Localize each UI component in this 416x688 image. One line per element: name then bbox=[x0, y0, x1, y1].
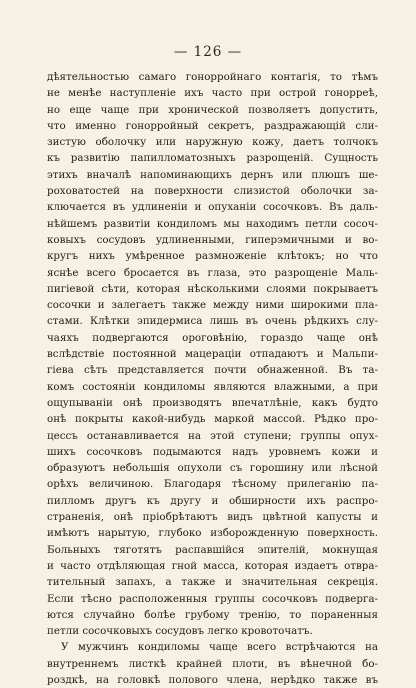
text-line: пилломъ другъ къ другу и обширности ихъ распро- bbox=[47, 494, 378, 507]
text-line: роздкѣ, на головкѣ полового члена, нерѣдко также въ bbox=[47, 673, 378, 686]
text-line: чаяхъ подвергаются ороговѣнію, гораздо чаще онѣ bbox=[47, 331, 378, 344]
text-line: цессъ останавливается на этой ступени; группы опух- bbox=[47, 429, 378, 442]
text-line: гіева сѣть представляется почти обнаженной. Въ та- bbox=[47, 364, 378, 377]
text-line: вслѣдствіе постоянной мацераціи отпадаютъ и Мальпи- bbox=[47, 348, 378, 361]
text-line: орѣхъ величиною. Благодаря тѣсному прилеганію па- bbox=[47, 478, 378, 491]
text-line: ковыхъ сосудовъ удлиненными, гиперэмичными и во- bbox=[47, 233, 378, 246]
text-line: тительный запахъ, а также и значительная секреція. bbox=[47, 576, 378, 589]
text-line: не менѣе наступленіе ихъ часто при острой гонорреѣ, bbox=[47, 87, 378, 100]
text-line: сосочки и залегаетъ также между ними широкими пла- bbox=[47, 299, 378, 312]
text-line: онѣ покрыты какой-нибудь маркой массой. Рѣдко про- bbox=[47, 413, 378, 426]
paragraph-end-line: петли сосочковыхъ сосудовъ легко кровоточатъ. bbox=[47, 625, 313, 638]
text-line: образуютъ небольшія опухоли съ горошину или лѣсной bbox=[47, 462, 378, 475]
text-line: пигіевой сѣти, которая нѣсколькими слоями покрываетъ bbox=[47, 282, 378, 295]
text-line: нѣйшемъ развитіи кондиломъ мы находимъ петли сосоч- bbox=[47, 217, 378, 230]
text-line: что именно гонорройный секретъ, раздражающій сли- bbox=[47, 119, 378, 132]
text-line: роховатостей на поверхности слизистой оболочки за- bbox=[47, 185, 378, 198]
text-line: Если тѣсно расположенныя группы сосочковъ подверга- bbox=[47, 592, 378, 605]
body-text bbox=[47, 69, 378, 688]
text-line: шихъ сосочковъ подымаются надъ уровнемъ кожи и bbox=[47, 445, 378, 458]
paragraph-start-line: У мужчинъ кондиломы чаще всего встрѣчаются на bbox=[61, 641, 378, 654]
text-line: этихъ вначалѣ напоминающихъ дернъ или плюшъ ше- bbox=[47, 168, 378, 181]
text-line: и часто отдѣляющая гной масса, которая издаетъ отвра- bbox=[47, 559, 378, 572]
text-line: къ развитію папилломатозныхъ разрощеній. Сущность bbox=[47, 152, 378, 165]
text-line: зистую оболочку или наружную кожу, даетъ толчокъ bbox=[47, 136, 378, 149]
text-line: имѣютъ нарытую, глубоко изборожденную поверхность. bbox=[47, 527, 378, 540]
text-line: страненія, онѣ пріобрѣтаютъ видъ цвѣтной капусты и bbox=[47, 511, 378, 524]
text-line: Больныхъ тяготятъ распавшійся эпителій, мокнущая bbox=[47, 543, 378, 556]
text-line: дѣятельностью самаго гонорройнаго контагія, то тѣмъ bbox=[47, 71, 378, 83]
text-line: комъ состояніи кондиломы являются влажными, а при bbox=[47, 380, 378, 393]
text-line: ключается въ удлиненіи и опуханіи сосочковъ. Въ даль- bbox=[47, 201, 378, 214]
text-line: но еще чаще при хронической позволяетъ допустить, bbox=[47, 103, 378, 116]
text-line: яснѣе всего бросается въ глаза, это разрощеніе Маль- bbox=[47, 266, 378, 279]
page-number: — 126 — bbox=[173, 44, 243, 60]
text-line: внутреннемъ листкѣ крайней плоти, въ вѣнечной бо- bbox=[47, 657, 378, 670]
text-line: ются случайно болѣе грубому тренію, то пораненныя bbox=[47, 608, 378, 621]
text-line: кругъ нихъ умѣренное размноженіе клѣтокъ; но что bbox=[47, 250, 378, 263]
text-line: ощупываніи онѣ производятъ впечатлѣніе, какъ будто bbox=[47, 396, 378, 409]
text-line: стами. Клѣтки эпидермиса лишь въ очень рѣдкихъ слу- bbox=[47, 315, 378, 328]
